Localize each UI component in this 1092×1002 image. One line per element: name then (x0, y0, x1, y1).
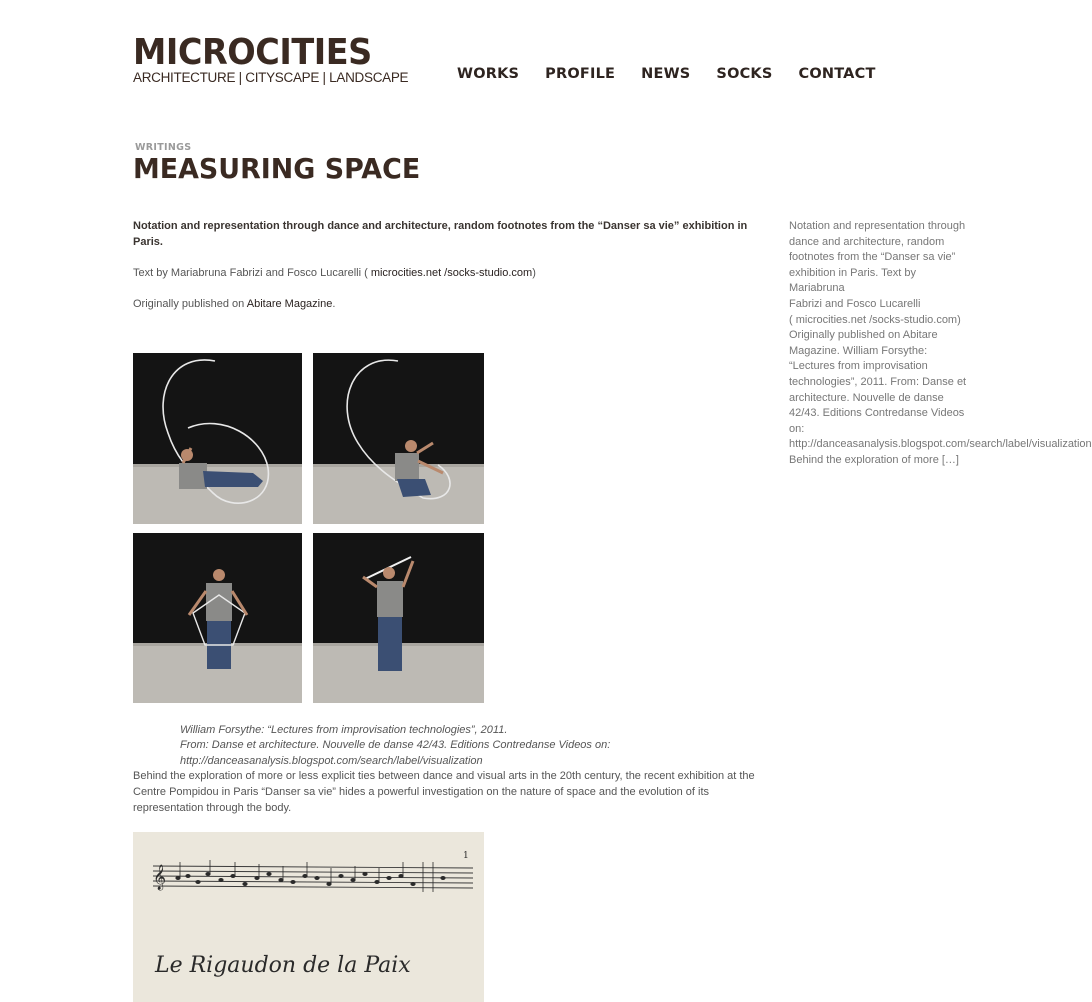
abitare-link[interactable]: Abitare Magazine (246, 297, 333, 310)
excerpt-line: on: (789, 422, 805, 435)
rigaudon-score-image[interactable] (133, 832, 484, 1002)
caption-line-3: http://danceasanalysis.blogspot.com/search/label/visualization (180, 754, 483, 767)
excerpt-line: Notation and representation through (789, 220, 966, 232)
score-title: Le Rigaudon de la Paix (155, 953, 411, 979)
article-lead: Notation and representation through dance and architecture, random footnotes from the “Danser sa vie” exhibition in Paris. (133, 220, 748, 248)
forsythe-photo-1[interactable] (133, 353, 302, 524)
nav-works[interactable]: WORKS (457, 66, 520, 82)
post-category[interactable]: WRITINGS (135, 142, 192, 153)
excerpt-line: Originally published on Abitare (789, 329, 938, 342)
excerpt-line: Fabrizi and Fosco Lucarelli (789, 297, 921, 310)
main-nav (457, 66, 902, 82)
forsythe-photo-3[interactable] (133, 533, 302, 703)
forsythe-photo-2[interactable] (313, 353, 484, 524)
excerpt-url: http://danceasanalysis.blogspot.com/search/label/visualization (789, 438, 1092, 451)
excerpt-line: ( microcities.net /socks-studio.com) (789, 313, 961, 326)
excerpt-line: Magazine. William Forsythe: (789, 344, 928, 357)
logo-title: MICROCITIES (133, 32, 372, 73)
nav-news[interactable]: NEWS (641, 66, 691, 82)
dancer-figure (313, 533, 484, 703)
excerpt-line: 42/43. Editions Contredanse Videos (789, 407, 965, 420)
published-suffix: . (332, 297, 336, 310)
excerpt-line: architecture. Nouvelle de danse (789, 391, 944, 404)
nav-profile[interactable]: PROFILE (545, 66, 616, 82)
dancer-figure (313, 353, 484, 524)
forsythe-photo-4[interactable] (313, 533, 484, 703)
article-credit (133, 266, 758, 282)
credit-link[interactable]: microcities.net /socks-studio.com (370, 266, 533, 279)
dancer-figure (133, 353, 302, 524)
dancer-figure (133, 533, 302, 703)
photo-caption (180, 723, 758, 770)
excerpt-line: dance and architecture, random (789, 235, 945, 248)
published-prefix: Originally published on (133, 297, 247, 310)
caption-line-1: William Forsythe: “Lectures from improvisation technologies”, 2011. (180, 723, 508, 736)
article-body (133, 219, 758, 1002)
excerpt-line: technologies”, 2011. From: Danse et (789, 375, 967, 388)
page-title: MEASURING SPACE (133, 152, 421, 185)
excerpt-line: Behind the exploration of more […] (789, 453, 959, 466)
article-published (133, 297, 758, 313)
credit-prefix: Text by Mariabruna Fabrizi and Fosco Lucarelli ( (133, 266, 371, 279)
sidebar-excerpt (789, 219, 1092, 469)
article-paragraph: Behind the exploration of more or less explicit ties between dance and visual arts in the 20th century, the recent exhibition at the Centre Pompidou in Paris “Danser sa vie” hides a powerful investigation on the nature of space and the evolution of its representation through the body. (133, 770, 755, 814)
nav-socks[interactable]: SOCKS (716, 66, 773, 82)
caption-line-2: From: Danse et architecture. Nouvelle de danse 42/43. Editions Contredanse Videos on: (180, 739, 611, 752)
nav-contact[interactable]: CONTACT (798, 66, 876, 82)
excerpt-line: “Lectures from improvisation (789, 360, 928, 373)
score-page-number: 1 (463, 851, 469, 862)
treble-clef-icon: 𝄞 (153, 865, 167, 891)
logo-subtitle: ARCHITECTURE | CITYSCAPE | LANDSCAPE (133, 70, 409, 85)
excerpt-line: footnotes from the “Danser sa vie” (789, 251, 956, 264)
forsythe-photo-grid (133, 353, 485, 703)
site-logo[interactable] (133, 32, 409, 85)
music-notation-drawing (133, 832, 484, 1002)
credit-suffix: ) (532, 266, 536, 279)
excerpt-line: exhibition in Paris. Text by Mariabruna (789, 266, 916, 295)
